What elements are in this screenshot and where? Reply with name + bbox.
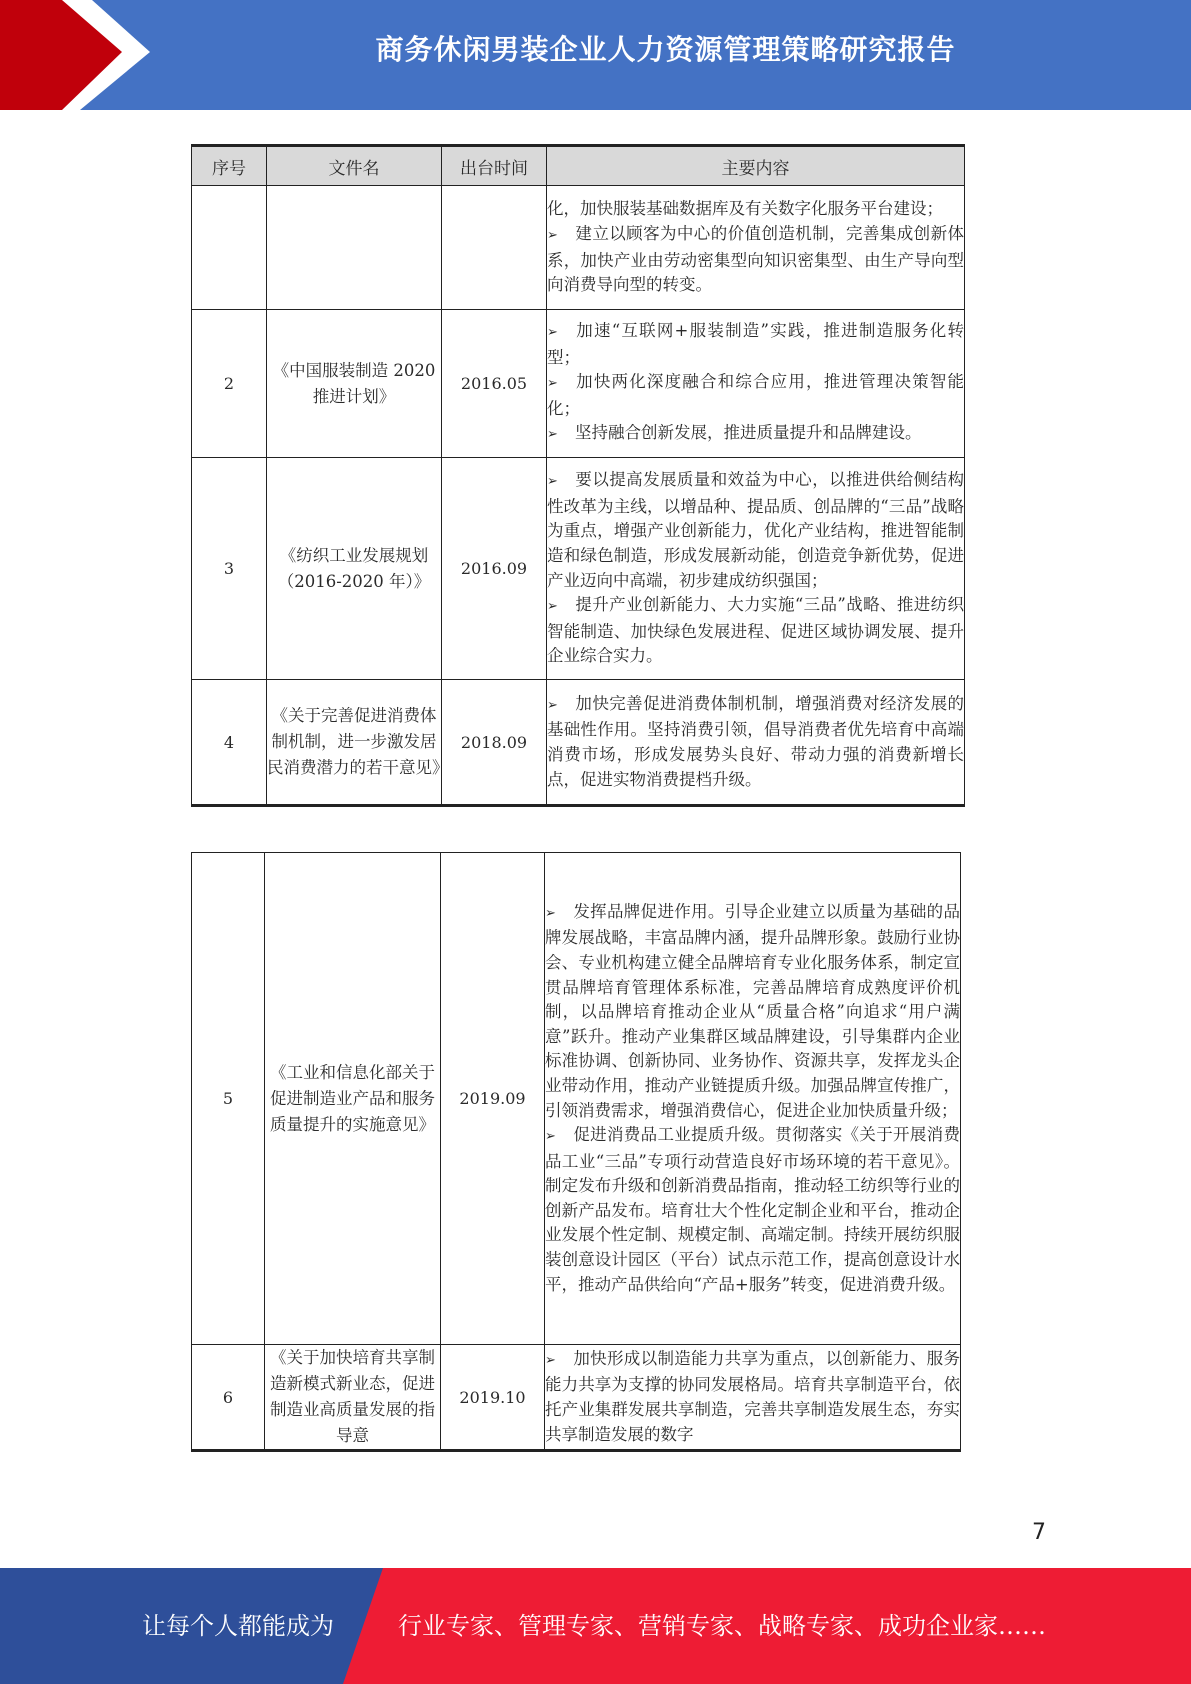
row-number	[192, 186, 267, 310]
header-document-name: 文件名	[267, 146, 442, 186]
content-item	[545, 1123, 960, 1297]
document-name: 《中国服装制造 2020 推进计划》	[267, 310, 442, 458]
content-item	[547, 421, 964, 448]
table-header-row	[192, 146, 965, 186]
row-number: 3	[192, 458, 267, 680]
row-number: 2	[192, 310, 267, 458]
table-row	[192, 186, 965, 310]
document-name: 《纺织工业发展规划（2016-2020 年）》	[267, 458, 442, 680]
document-name: 《关于完善促进消费体制机制，进一步激发居民消费潜力的若干意见》	[267, 680, 442, 806]
main-content	[547, 186, 965, 310]
content-item	[547, 593, 964, 669]
header-number: 序号	[192, 146, 267, 186]
document-name: 《关于加快培育共享制造新模式新业态，促进制造业高质量发展的指导意	[265, 1345, 441, 1451]
content-item	[547, 319, 964, 370]
content-item	[547, 197, 964, 222]
table-row	[192, 1345, 961, 1451]
content-item	[545, 900, 960, 1123]
table-row	[192, 310, 965, 458]
issue-date: 2019.09	[441, 853, 545, 1345]
header-issue-date: 出台时间	[442, 146, 547, 186]
content-item	[545, 1347, 960, 1447]
policy-table-part1	[191, 144, 965, 807]
table-row	[192, 458, 965, 680]
document-name	[267, 186, 442, 310]
arrowhead-bullet-icon: ➢	[545, 1352, 556, 1368]
main-content	[545, 853, 961, 1345]
row-number: 6	[192, 1345, 265, 1451]
content-text: 化，加快服装基础数据库及有关数字化服务平台建设；	[547, 199, 943, 219]
content-text: 加速“互联网+服装制造”实践，推进制造服务化转型；	[547, 321, 964, 367]
table-row	[192, 680, 965, 806]
main-content	[545, 1345, 961, 1451]
header-main-content: 主要内容	[547, 146, 965, 186]
footer-slogan-left: 让每个人都能成为	[142, 1612, 334, 1640]
document-name: 《工业和信息化部关于促进制造业产品和服务质量提升的实施意见》	[265, 853, 441, 1345]
content-text: 加快形成以制造能力共享为重点，以创新能力、服务能力共享为支撑的协同发展格局。培育共享制造平台，依托产业集群发展共享制造，完善共享制造发展生态，夯实共享制造发展的数字	[545, 1348, 960, 1444]
arrowhead-bullet-icon: ➢	[547, 227, 558, 243]
content-text: 加快完善促进消费体制机制，增强消费对经济发展的基础性作用。坚持消费引领，倡导消费者优先培育中高端消费市场，形成发展势头良好、带动力强的消费新增长点，促进实物消费提档升级。	[547, 693, 964, 789]
content-text: 加快两化深度融合和综合应用，推进管理决策智能化；	[547, 372, 964, 418]
content-text: 要以提高发展质量和效益为中心，以推进供给侧结构性改革为主线，以增品种、提品质、创品牌的“三品”战略为重点，增强产业创新能力，优化产业结构，推进智能制造和绿色制造，形成发展新动能，创造竞争新优势，促进产业迈向中高端，初步建成纺织强国；	[547, 470, 964, 590]
page-footer	[0, 1568, 1191, 1684]
issue-date	[442, 186, 547, 310]
issue-date: 2016.09	[442, 458, 547, 680]
chevron-arrow-icon	[0, 0, 160, 110]
content-item	[547, 692, 964, 792]
footer-slogan-right: 行业专家、管理专家、营销专家、战略专家、成功企业家……	[398, 1612, 1046, 1640]
arrowhead-bullet-icon: ➢	[547, 599, 558, 615]
table-row	[192, 853, 961, 1345]
issue-date: 2019.10	[441, 1345, 545, 1451]
row-number: 5	[192, 853, 265, 1345]
content-text: 促进消费品工业提质升级。贯彻落实《关于开展消费品工业“三品”专项行动营造良好市场环境的若干意见》。制定发布升级和创新消费品指南，推动轻工纺织等行业的创新产品发布。培育壮大个性化定制企业和平台，推动企业发展个性定制、规模定制、高端定制。持续开展纺织服装创意设计园区（平台）试点示范工作，提高创意设计水平，推动产品供给向“产品+服务”转变，促进消费升级。	[545, 1125, 960, 1294]
content-item	[547, 370, 964, 421]
page-header	[0, 0, 1191, 110]
main-content	[547, 458, 965, 680]
arrowhead-bullet-icon: ➢	[547, 376, 558, 392]
page-number: 7	[1032, 1520, 1046, 1545]
content-text: 建立以顾客为中心的价值创造机制，完善集成创新体系，加快产业由劳动密集型向知识密集型、由生产导向型向消费导向型的转变。	[547, 223, 964, 295]
issue-date: 2016.05	[442, 310, 547, 458]
arrowhead-bullet-icon: ➢	[547, 697, 558, 713]
main-content	[547, 310, 965, 458]
content-item	[547, 222, 964, 298]
main-content	[547, 680, 965, 806]
arrowhead-bullet-icon: ➢	[547, 427, 558, 443]
arrowhead-bullet-icon: ➢	[545, 905, 556, 921]
arrowhead-bullet-icon: ➢	[547, 474, 558, 490]
row-number: 4	[192, 680, 267, 806]
arrowhead-bullet-icon: ➢	[545, 1129, 556, 1145]
content-text: 发挥品牌促进作用。引导企业建立以质量为基础的品牌发展战略，丰富品牌内涵，提升品牌形象。鼓励行业协会、专业机构建立健全品牌培育专业化服务体系，制定宣贯品牌培育管理体系标准，完善品牌培育成熟度评价机制，以品牌培育推动企业从“质量合格”向追求“用户满意”跃升。推动产业集群区域品牌建设，引导集群内企业标准协调、创新协同、业务协作、资源共享，发挥龙头企业带动作用，推动产业链提质升级。加强品牌宣传推广，引领消费需求，增强消费信心，促进企业加快质量升级；	[545, 901, 960, 1120]
content-text: 提升产业创新能力、大力实施“三品”战略、推进纺织智能制造、加快绿色发展进程、促进区域协调发展、提升企业综合实力。	[547, 595, 964, 666]
content-text: 坚持融合创新发展，推进质量提升和品牌建设。	[575, 423, 922, 443]
report-title: 商务休闲男装企业人力资源管理策略研究报告	[375, 33, 956, 66]
issue-date: 2018.09	[442, 680, 547, 806]
arrowhead-bullet-icon: ➢	[547, 325, 558, 341]
policy-table-part2	[191, 852, 961, 1452]
content-item	[547, 468, 964, 593]
